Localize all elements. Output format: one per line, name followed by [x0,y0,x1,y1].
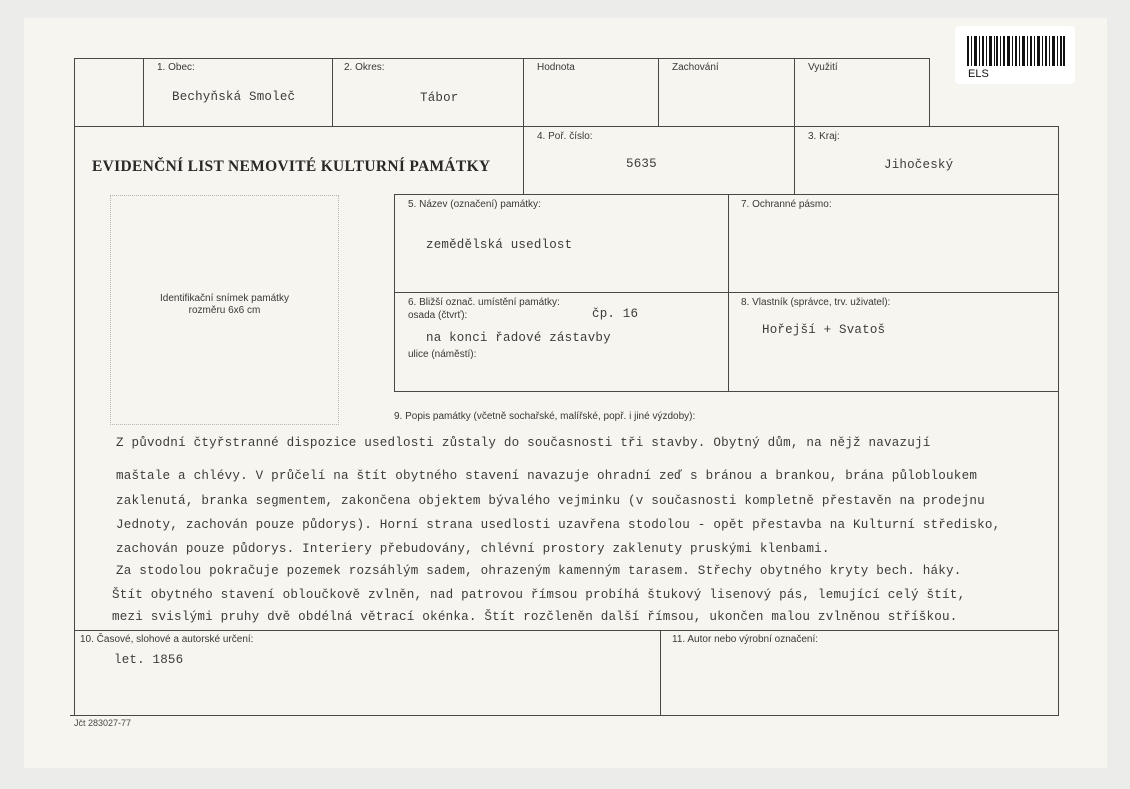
zachovani-label: Zachování [672,62,719,73]
page-title: EVIDENČNÍ LIST NEMOVITÉ KULTURNÍ PAMÁTKY [92,158,491,175]
okres-label: 2. Okres: [344,62,385,73]
popis-line: zaklenutá, branka segmentem, zakončena objektem bývalého vejminku (v současnosti kompletně přestavěn na prodejnu [116,494,985,508]
form-code: Jčt 283027-77 [74,718,132,728]
popis-line: mezi svislými pruhy dvě obdélná větrací okénka. Štít rozčleněn další římsou, ukončen malou zvlněnou stříškou. [112,610,958,624]
okres-value: Tábor [420,91,459,105]
barcode-icon [967,36,1065,66]
photo-caption-line2: rozměru 6x6 cm [188,305,261,316]
hodnota-label: Hodnota [537,62,575,73]
umisteni-label: 6. Bližší označ. umístění památky: [408,297,560,308]
cp-value: čp. 16 [592,307,639,321]
osada-label: osada (čtvrť): [408,310,468,321]
urceni-label: 10. Časové, slohové a autorské určení: [80,634,254,645]
vyuziti-label: Využití [808,62,838,73]
photo-placeholder [110,195,339,425]
vlastnik-label: 8. Vlastník (správce, trv. uživatel): [741,297,891,308]
popis-line: Štít obytného stavení obloučkově zvlněn, nad patrovou římsou probíhá štukový lisenový pás, lemující celý štít, [112,588,966,602]
vlastnik-value: Hořejší + Svatoš [762,323,886,337]
por-cislo-value: 5635 [626,157,657,171]
obec-label: 1. Obec: [157,62,195,73]
kraj-label: 3. Kraj: [808,131,840,142]
kraj-value: Jihočeský [884,158,954,172]
nazev-label: 5. Název (označení) památky: [408,199,541,210]
umisteni-value: na konci řadové zástavby [426,331,611,345]
popis-line: Jednoty, zachován pouze půdorys). Horní strana usedlosti uzavřena stodolou - opět přestavba na Kulturní středisko, [116,518,1001,532]
popis-line: Za stodolou pokračuje pozemek rozsáhlým sadem, ohrazeným kamenným tarasem. Střechy obytného kryty bech. háky. [116,564,962,578]
urceni-value: let. 1856 [114,653,184,667]
popis-line: maštale a chlévy. V průčelí na štít obytného stavení navazuje ohradní zeď s bránou a brankou, brána půlobloukem [116,469,978,483]
photo-caption-line1: Identifikační snímek památky [160,293,289,304]
popis-label: 9. Popis památky (včetně sochařské, malířské, popř. i jiné výzdoby): [394,411,696,422]
popis-line: zachován pouze půdorys. Interiery přebudovány, chlévní prostory zaklenuty pruskými klenbami. [116,542,830,556]
por-cislo-label: 4. Poř. číslo: [537,131,593,142]
ochranne-pasmo-label: 7. Ochranné pásmo: [741,199,832,210]
nazev-value: zemědělská usedlost [426,238,573,252]
barcode-sticker [955,26,1075,84]
obec-value: Bechyňská Smoleč [172,90,296,104]
autor-label: 11. Autor nebo výrobní označení: [672,634,819,645]
barcode-text: ELS [968,68,989,80]
popis-line: Z původní čtyřstranné dispozice usedlosti zůstaly do současnosti tři stavby. Obytný dům, na nějž navazují [116,436,931,450]
ulice-label: ulice (náměstí): [408,349,477,360]
